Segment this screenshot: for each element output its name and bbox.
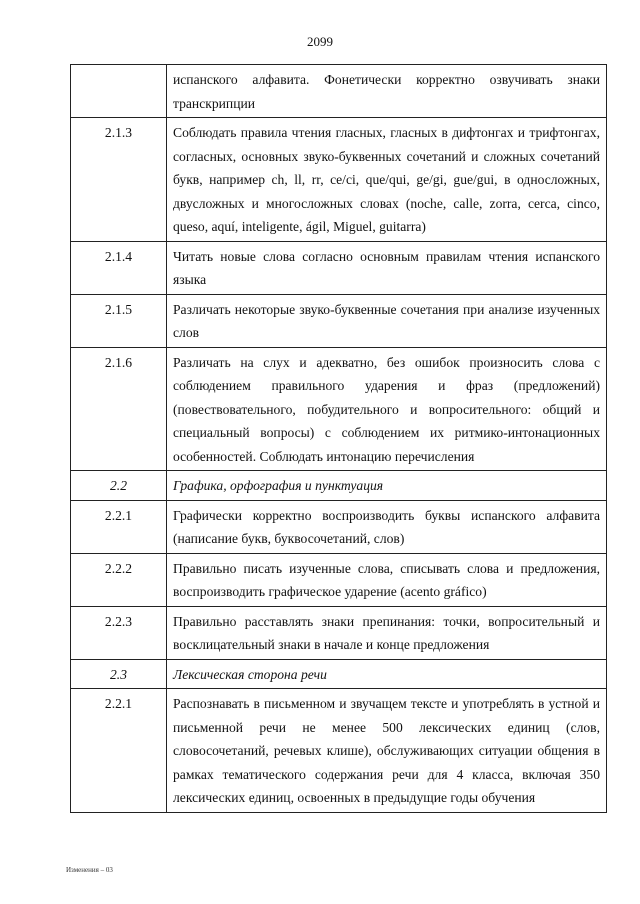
row-code: 2.2.1 (71, 500, 167, 553)
table-row (71, 65, 607, 118)
section-row (71, 471, 607, 501)
row-code (71, 65, 167, 118)
row-text: Распознавать в письменном и звучащем тексте и употреблять в устной и письменной речи не менее 500 лексических единиц (слов, словосочетаний, речевых клише), обслуживающих ситуации общения в рамках тематического содержания речи для 4 класса, включая 350 лексических единиц, освоенных в предыдущие годы обучения (167, 689, 607, 813)
row-text: Различать некоторые звуко-буквенные сочетания при анализе изученных слов (167, 294, 607, 347)
row-text: Читать новые слова согласно основным правилам чтения испанского языка (167, 241, 607, 294)
row-code: 2.1.6 (71, 347, 167, 471)
table-row (71, 294, 607, 347)
row-code: 2.1.5 (71, 294, 167, 347)
table-row (71, 118, 607, 242)
row-text: Правильно писать изученные слова, списывать слова и предложения, воспроизводить графическое ударение (acento gráfico) (167, 553, 607, 606)
section-row (71, 659, 607, 689)
requirements-table (70, 64, 607, 813)
row-text: испанского алфавита. Фонетически корректно озвучивать знаки транскрипции (167, 65, 607, 118)
row-text: Различать на слух и адекватно, без ошибок произносить слова с соблюдением правильного ударения и фраз (предложений) (повествовательного, побудительного и вопросительного: общий и специальный вопросы) с соблюдением их ритмико-интонационных особенностей. Соблюдать интонацию перечисления (167, 347, 607, 471)
section-title: Графика, орфография и пунктуация (167, 471, 607, 501)
section-code: 2.2 (71, 471, 167, 501)
row-code: 2.2.3 (71, 606, 167, 659)
table-row (71, 347, 607, 471)
table-row (71, 500, 607, 553)
row-code: 2.2.1 (71, 689, 167, 813)
table-row (71, 553, 607, 606)
row-text: Соблюдать правила чтения гласных, гласных в дифтонгах и трифтонгах, согласных, основных звуко-буквенных сочетаний и сложных сочетаний букв, например ch, ll, rr, ce/ci, que/qui, ge/gi, gue/gui, в односложных, двусложных и многосложных словах (noche, calle, zorra, cerca, cinco, queso, aquí, inteligente, ágil, Miguel, guitarra) (167, 118, 607, 242)
row-code: 2.1.3 (71, 118, 167, 242)
table-row (71, 606, 607, 659)
footer-note: Изменения – 03 (66, 866, 113, 874)
section-code: 2.3 (71, 659, 167, 689)
table-row (71, 689, 607, 813)
row-code: 2.2.2 (71, 553, 167, 606)
page-number: 2099 (307, 34, 333, 49)
table-row (71, 241, 607, 294)
row-code: 2.1.4 (71, 241, 167, 294)
row-text: Правильно расставлять знаки препинания: точки, вопросительный и восклицательный знаки в начале и конце предложения (167, 606, 607, 659)
section-title: Лексическая сторона речи (167, 659, 607, 689)
row-text: Графически корректно воспроизводить буквы испанского алфавита (написание букв, буквосочетаний, слов) (167, 500, 607, 553)
